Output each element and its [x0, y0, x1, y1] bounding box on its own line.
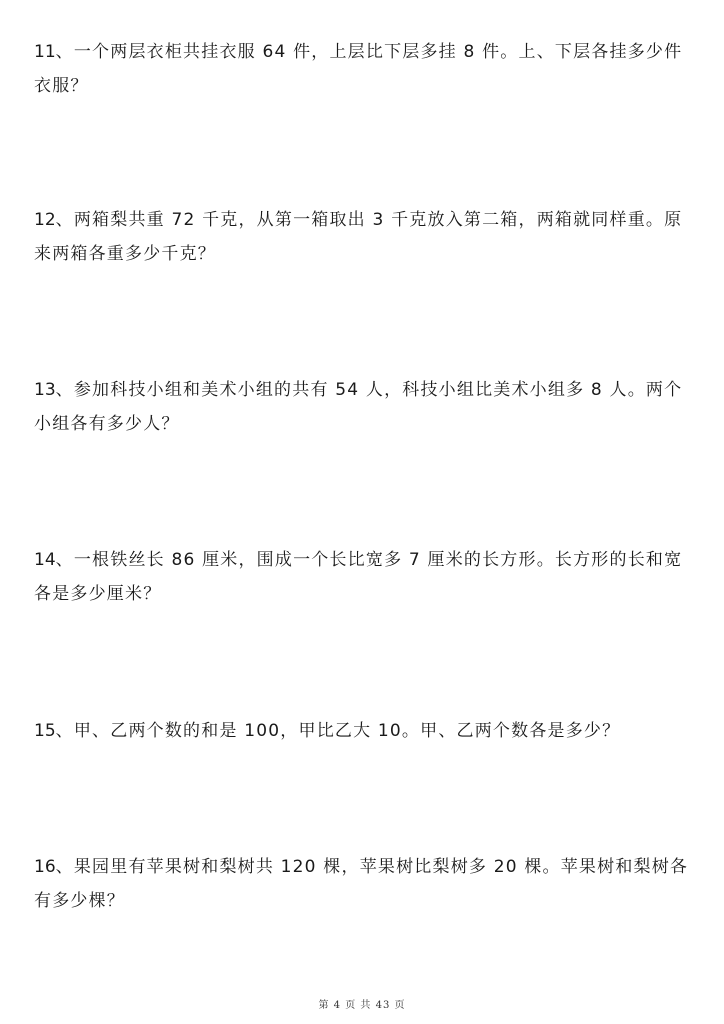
problem-text: 、果园里有苹果树和梨树共 120 棵，苹果树比梨树多 20 棵。苹果树和梨树各有多少棵？ [34, 857, 689, 911]
problem-number: 13 [34, 380, 56, 400]
problem-number: 15 [34, 721, 56, 741]
problem-text: 、甲、乙两个数的和是 100，甲比乙大 10。甲、乙两个数各是多少？ [55, 721, 621, 741]
page-footer: 第 4 页 共 43 页 [318, 1000, 406, 1011]
problem-15 [34, 714, 694, 748]
problem-number: 11 [34, 42, 56, 62]
problem-number: 16 [34, 857, 56, 877]
problem-12 [34, 203, 694, 271]
problem-11 [34, 35, 694, 103]
problem-text: 、一个两层衣柜共挂衣服 64 件，上层比下层多挂 8 件。上、下层各挂多少件衣服？ [34, 42, 683, 96]
problem-number: 12 [34, 210, 56, 230]
problem-13 [34, 373, 694, 441]
problem-number: 14 [34, 550, 56, 570]
problem-text: 、两箱梨共重 72 千克，从第一箱取出 3 千克放入第二箱，两箱就同样重。原来两箱各重多少千克？ [34, 210, 683, 264]
problem-text: 、一根铁丝长 86 厘米，围成一个长比宽多 7 厘米的长方形。长方形的长和宽各是多少厘米？ [34, 550, 683, 604]
problem-14 [34, 543, 694, 611]
problem-16 [34, 850, 694, 918]
problem-text: 、参加科技小组和美术小组的共有 54 人，科技小组比美术小组多 8 人。两个小组各有多少人？ [34, 380, 683, 434]
